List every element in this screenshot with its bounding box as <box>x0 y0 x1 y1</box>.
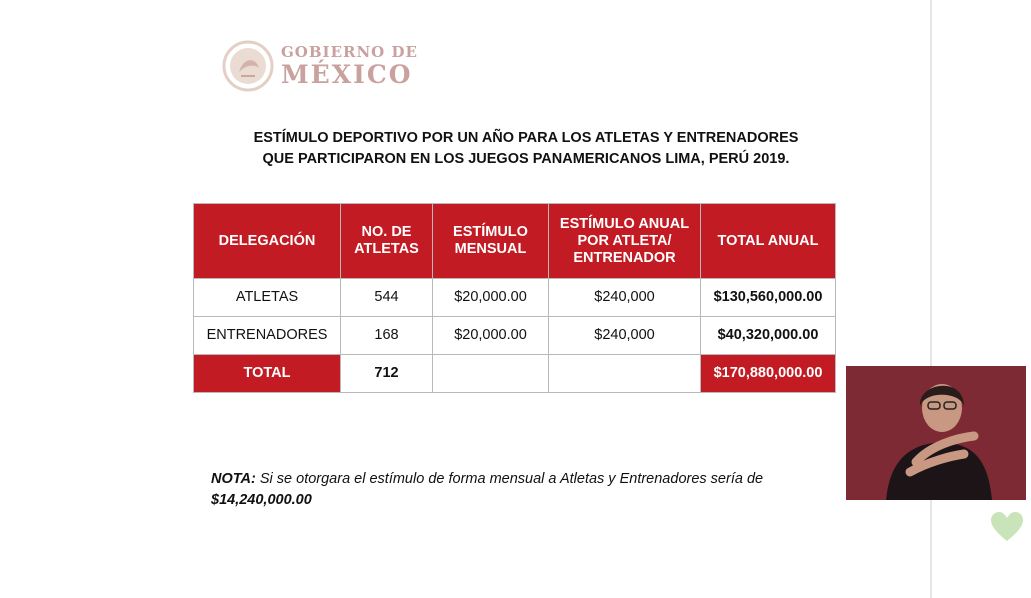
header-total-anual: TOTAL ANUAL <box>701 204 836 279</box>
nota-label: NOTA: <box>211 471 256 487</box>
cell-estimulo-mensual: $20,000.00 <box>433 317 549 355</box>
logo-line2: MÉXICO <box>281 60 413 89</box>
cell-total-label: TOTAL <box>194 355 341 393</box>
cell-total-anual: $130,560,000.00 <box>701 279 836 317</box>
table-total-row <box>194 355 836 393</box>
table-header-row <box>194 204 836 279</box>
stimulus-table <box>193 203 836 393</box>
title-line2: QUE PARTICIPARON EN LOS JUEGOS PANAMERICANOS LIMA, PERÚ 2019. <box>262 151 790 167</box>
title-line1: ESTÍMULO DEPORTIVO POR UN AÑO PARA LOS ATLETAS Y ENTRENADORES <box>253 130 799 146</box>
heart-icon <box>990 512 1024 542</box>
gobierno-de-mexico-logo <box>221 38 418 94</box>
nota-text: Si se otorgara el estímulo de forma mensual a Atletas y Entrenadores sería de <box>255 471 764 487</box>
cell-total-mensual <box>433 355 549 393</box>
table-row <box>194 317 836 355</box>
nota-paragraph <box>211 469 861 511</box>
cell-delegacion: ATLETAS <box>194 279 341 317</box>
cell-estimulo-anual: $240,000 <box>549 279 701 317</box>
cell-total-anual: $40,320,000.00 <box>701 317 836 355</box>
header-estimulo-mensual: ESTÍMULO MENSUAL <box>433 204 549 279</box>
cell-no-atletas: 544 <box>341 279 433 317</box>
header-delegacion: DELEGACIÓN <box>194 204 341 279</box>
cell-grand-total: $170,880,000.00 <box>701 355 836 393</box>
cell-total-atletas: 712 <box>341 355 433 393</box>
header-estimulo-anual: ESTÍMULO ANUAL POR ATLETA/ ENTRENADOR <box>549 204 701 279</box>
page-title <box>190 128 862 170</box>
cell-no-atletas: 168 <box>341 317 433 355</box>
cell-estimulo-mensual: $20,000.00 <box>433 279 549 317</box>
cell-total-anual-por-atleta <box>549 355 701 393</box>
logo-line1: GOBIERNO DE <box>281 43 418 61</box>
national-seal-icon <box>221 38 275 94</box>
cell-delegacion: ENTRENADORES <box>194 317 341 355</box>
right-divider <box>930 0 932 598</box>
interpreter-figure-icon <box>846 366 1026 500</box>
table-row <box>194 279 836 317</box>
nota-amount: $14,240,000.00 <box>211 492 312 508</box>
cell-estimulo-anual: $240,000 <box>549 317 701 355</box>
sign-language-interpreter-video <box>846 366 1026 500</box>
header-no-atletas: NO. DE ATLETAS <box>341 204 433 279</box>
